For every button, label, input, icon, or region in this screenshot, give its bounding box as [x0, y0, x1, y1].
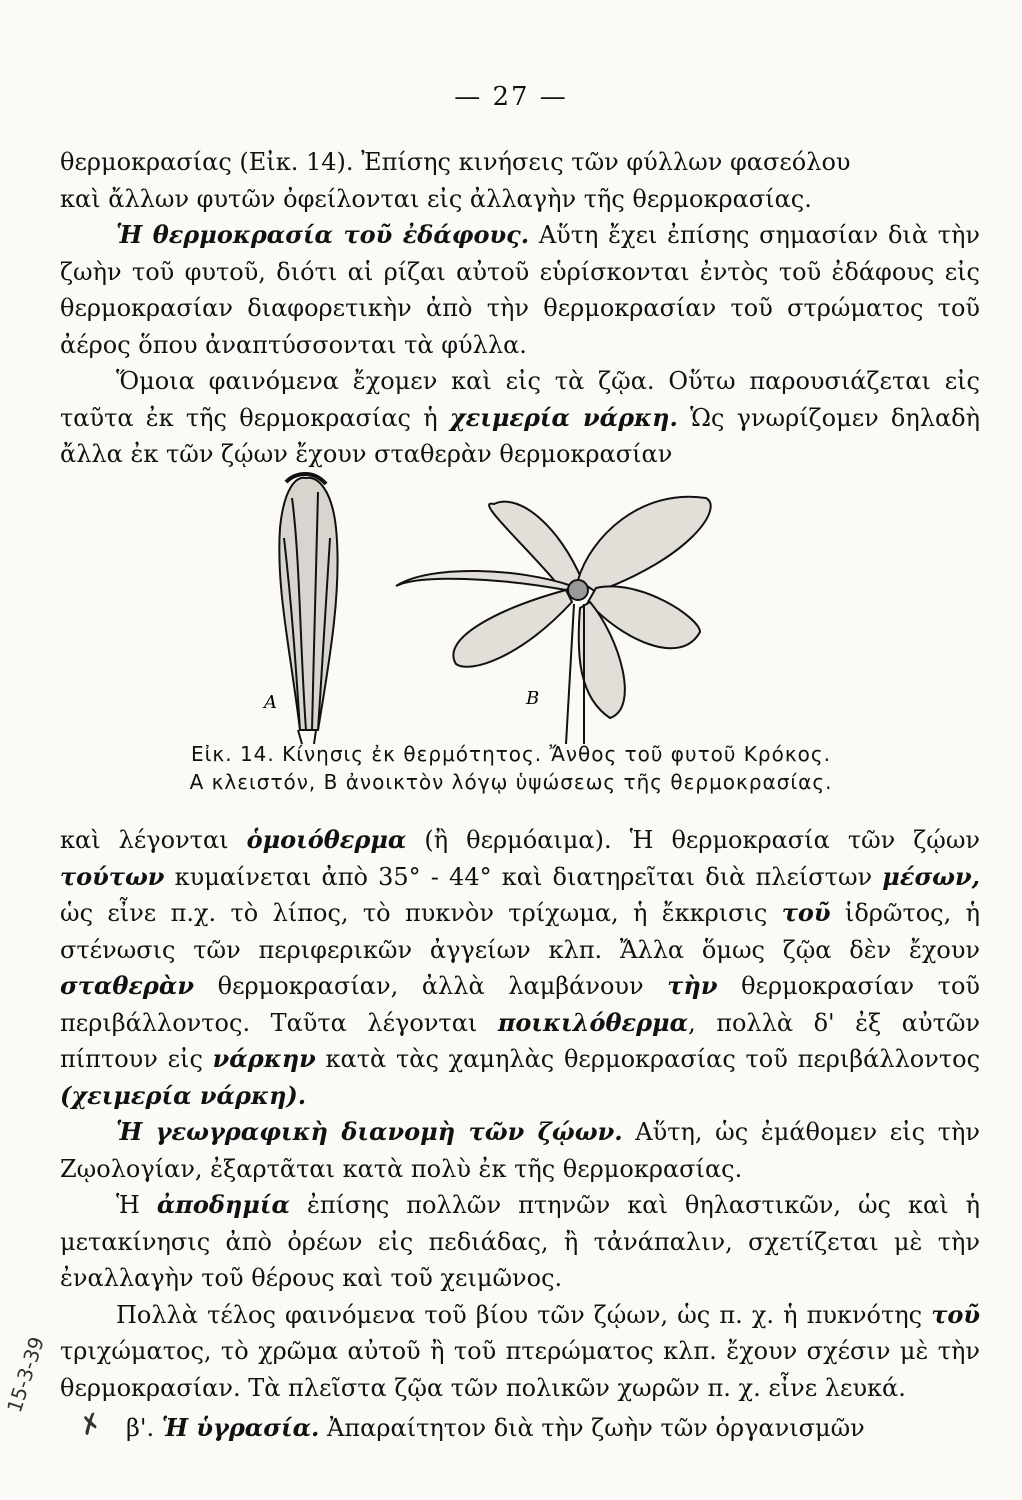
handwritten-mark: ✗ — [75, 1407, 107, 1443]
t5b: ἐπίσης πολλῶν πτηνῶν καὶ θηλαστικῶν, ὡς καὶ ἡ μετακίνησις ἀπὸ ὀρέων εἰς πεδιάδας, ἢ τἀνάπαλιν, σχετίζεται μὲ τὴν ἐναλλαγὴν τοῦ θέρους καὶ τοῦ χειμῶνος. — [60, 1191, 980, 1292]
open-flower-drawing — [396, 497, 711, 744]
section-number: β'. — [126, 1414, 162, 1442]
paragraph-soil-temperature — [60, 217, 980, 363]
paragraph-migration — [60, 1187, 980, 1297]
t3b: (ἢ θερμόαιμα). Ἡ θερμοκρασία τῶν ζῴων — [406, 826, 981, 854]
paragraph-animals — [60, 363, 980, 473]
t3-bold-5: σταθερὰν — [60, 971, 194, 1000]
soil-temperature-text: Αὕτη ἔχει ἐπίσης σημασίαν διὰ τὴν ζωὴν τοῦ φυτοῦ, διότι αἱ ρίζαι αὐτοῦ εὑρίσκονται ἐντὸς τοῦ ἐδάφους εἰς θερμοκρασίαν διαφορετικὴν ἀπὸ τὴν θερμοκρασίαν τοῦ στρώματος τοῦ ἀέρος ὅπου ἀναπτύσσονται τὰ φύλλα. — [60, 221, 981, 359]
t3d: ὡς εἶνε π.χ. τὸ λίπος, τὸ πυκνὸν τρίχωμα, ἡ ἔκκρισις — [60, 899, 782, 927]
animals-text-b: Ὡς γνωρίζομεν δηλαδὴ ἄλλα ἐκ τῶν ζῴων ἔχουν σταθερὰν θερμοκρασίαν — [60, 403, 981, 468]
geographic-text: Αὕτη, ὡς ἐμάθομεν εἰς τὴν Ζῳολογίαν, ἐξαρτᾶται κατὰ πολὺ ἐκ τῆς θερμοκρασίας. — [60, 1118, 980, 1183]
label-b: B — [526, 688, 540, 709]
t6a: Πολλὰ τέλος φαινόμενα τοῦ βίου τῶν ζῴων, ὡς π. χ. ἡ πυκνότης — [116, 1300, 932, 1329]
top-line-2: καὶ ἄλλων φυτῶν ὀφείλονται εἰς ἀλλαγὴν τῆς θερμοκρασίας. — [60, 184, 812, 213]
page-number: — 27 — — [454, 82, 568, 112]
t6-bold: τοῦ — [931, 1299, 980, 1329]
top-line-1: θερμοκρασίας (Εἰκ. 14). Ἐπίσης κινήσεις τῶν φύλλων φασεόλου — [60, 148, 851, 176]
crocus-illustration — [0, 468, 1022, 744]
t3f: θερμοκρασίαν, ἀλλὰ λαμβάνουν — [194, 972, 668, 1000]
figure-caption — [0, 740, 1022, 796]
t3-bold-2: τούτων — [60, 861, 165, 891]
t3c: κυμαίνεται ἀπὸ 35° - 44° καὶ διατηρεῖται διὰ πλείστων — [164, 862, 883, 891]
figure-crocus — [0, 468, 1022, 744]
t3-bold-3: μέσων, — [882, 861, 980, 891]
term-torpor: νάρκην — [212, 1044, 316, 1073]
paragraph-warm-blooded — [60, 822, 980, 1114]
t3g: θερμοκρασίαν τοῦ περιβάλλοντος. Ταῦτα λέγονται — [60, 972, 980, 1037]
t3a: καὶ λέγονται — [60, 826, 247, 854]
t3-bold-9: (χειμερία νάρκη). — [60, 1080, 307, 1110]
upper-text — [60, 144, 980, 473]
t3e: ἱδρῶτος, ἡ στένωσις τῶν περιφερικῶν ἀγγείων κλπ. Ἄλλα ὅμως ζῷα δὲν ἔχουν — [60, 899, 980, 964]
t3h: , πολλὰ δ' ἐξ αὐτῶν πίπτουν εἰς — [60, 1008, 980, 1073]
term-hibernation: χειμερία νάρκη. — [449, 402, 678, 432]
t3-bold-6: τὴν — [667, 971, 718, 1000]
heading-humidity: Ἡ ὑγρασία. — [161, 1413, 320, 1442]
term-homoiothermic: ὁμοιόθερμα — [246, 825, 407, 854]
closed-flower-drawing — [279, 474, 337, 744]
lower-text — [60, 822, 980, 1406]
term-migration: ἀποδημία — [156, 1190, 290, 1219]
handwritten-date: 15-3-39 — [2, 1333, 49, 1416]
humidity-text: Ἀπαραίτητον διὰ τὴν ζωὴν τῶν ὀργανισμῶν — [319, 1414, 865, 1442]
section-humidity-line — [126, 1413, 865, 1442]
caption-line-1: Εἰκ. 14. Κίνησις ἐκ θερμότητος. Ἄνθος τοῦ φυτοῦ Κρόκος. — [191, 742, 831, 766]
t3i: κατὰ τὰς χαμηλὰς θερμοκρασίας τοῦ περιβάλλοντος — [315, 1045, 981, 1073]
t3-bold-4: τοῦ — [781, 898, 831, 927]
paragraph-geographic — [60, 1114, 980, 1187]
heading-soil-temperature: Ἡ θερμοκρασία τοῦ ἐδάφους. — [116, 220, 530, 249]
term-poikilothermic: ποικιλόθερμα — [497, 1007, 689, 1037]
paragraph-phenomena — [60, 1297, 980, 1407]
t5a: Ἡ — [116, 1191, 157, 1219]
caption-line-2: Α κλειστόν, Β ἀνοικτὸν λόγῳ ὑψώσεως τῆς θερμοκρασίας. — [189, 770, 833, 794]
label-a: A — [264, 692, 277, 713]
t6b: τριχώματος, τὸ χρῶμα αὐτοῦ ἢ τοῦ πτερώματος κλπ. ἔχουν σχέσιν μὲ τὴν θερμοκρασίαν. Τὰ πλεῖστα ζῷα τῶν πολικῶν χωρῶν π. χ. εἶνε λευκά. — [60, 1337, 980, 1402]
animals-text-a: Ὅμοια φαινόμενα ἔχομεν καὶ εἰς τὰ ζῷα. Οὕτω παρουσιάζεται εἰς ταῦτα ἐκ τῆς θερμοκρασίας ἡ — [60, 367, 980, 432]
heading-geographic-distribution: Ἡ γεωγραφικὴ διανομὴ τῶν ζῴων. — [116, 1117, 623, 1146]
